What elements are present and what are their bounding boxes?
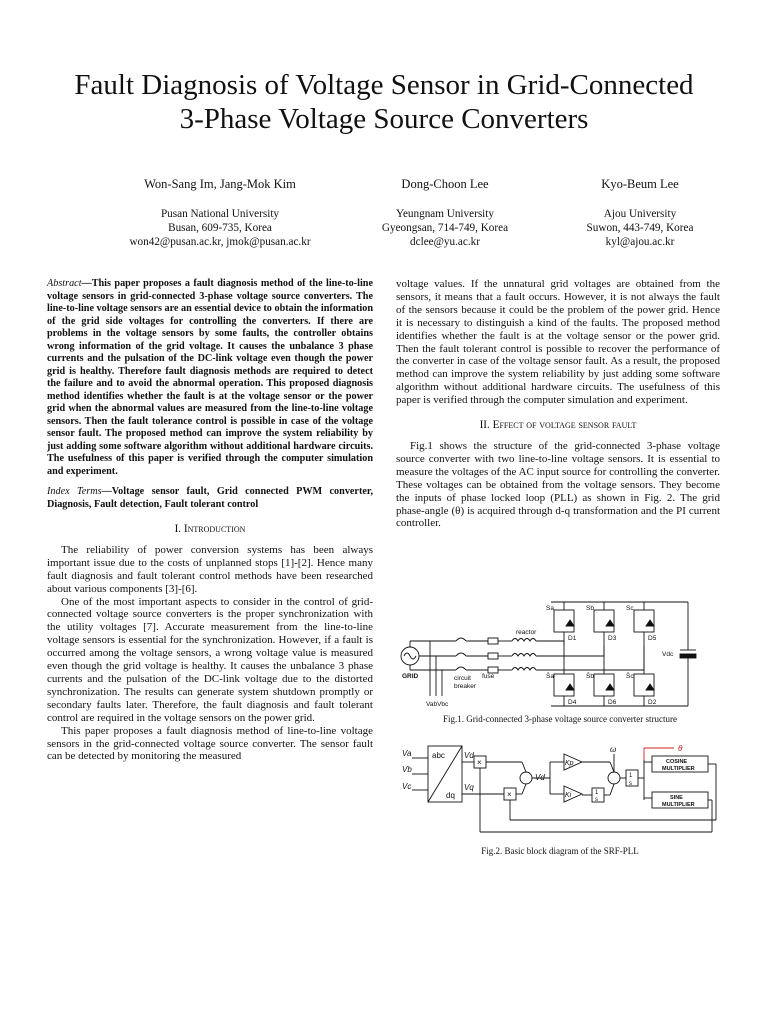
abstract [47, 278, 373, 478]
diode-d4-label: D4 [568, 699, 577, 706]
index-terms [47, 486, 373, 511]
mult-symbol: × [507, 790, 512, 799]
switch-legs [554, 602, 654, 706]
switch-sb-label: Sb [586, 605, 594, 612]
index-terms-label: Index Terms [47, 486, 102, 497]
theta-output-label: θ [678, 744, 683, 753]
dq-label: dq [446, 791, 455, 800]
breaker-label-1: circuit [454, 675, 471, 682]
vds-label: Vd [464, 751, 474, 760]
switch-sc-label: Sc [626, 605, 634, 612]
va-label: Va [402, 749, 412, 758]
author-3-affiliation [555, 207, 725, 249]
section-heading-introduction: I. Introduction [174, 523, 246, 535]
affiliation-address: Suwon, 443-749, Korea [586, 222, 694, 234]
title-line-2: 3-Phase Voltage Source Converters [179, 103, 589, 135]
switch-sc-bar-label: S̄c [626, 673, 634, 680]
intro-paragraph-2: One of the most important aspects to consider in the control of grid-connected voltage source converters is the proper synchronization with the utility voltages [7]. Accurate measurement from the line-to-line voltage sensors is essential for the synchronization. However, if a fault is occurred among the voltage sensors, a wrong voltage value is measured even though the grid voltage is healthy. It causes the unbalance 3 phase currents and the pulsation of the DC-link voltage due to the distorted synchronization. The results can generate system shutdown promptly or secondary faults later. Therefore, the fault diagnosis and fault tolerant control are required in the voltage sensors on the power grid. [47, 595, 373, 724]
figure-2-block-diagram [400, 740, 726, 840]
reactor-label: reactor [516, 629, 537, 636]
cosine-label: COSINE [666, 759, 688, 765]
author-1-affiliation [80, 207, 360, 249]
affiliation-address: Busan, 609-735, Korea [168, 222, 272, 234]
diode-d6-label: D6 [608, 699, 617, 706]
grid-label: GRID [402, 673, 419, 680]
right-column [396, 278, 720, 530]
vc-label: Vc [402, 782, 412, 791]
abstract-text: —This paper proposes a fault diagnosis method of the line-to-line voltage sensors in grid-connected 3-phase voltage source converters. The line-to-line voltage sensors are an essential device to obtain the information of the grid side voltages for controlling the converters. If there are problems in the voltage sensors by some faults, the controller obtains wrong information of the grid voltage. It causes the unbalance 3 phase currents and the pulsation of the DC-link voltage even though the power grid is healthy. Therefore fault diagnosis methods are required to detect the failure and to avoid the abnormal operation. This proposed diagnosis method identifies whether the fault is at the voltage sensor or the power grid when the abnormal values are measured from the line-to-line voltage sensors. Then the fault tolerance control is possible in case of the voltage sensor fault. The proposed method can improve the system reliability by just adding some software algorithm without additional hardware circuits. The usefulness of this paper is verified through the computer simulation and experiment. [47, 278, 373, 477]
switch-sa-label: Sa [546, 605, 554, 612]
vdc-label: Vdc [662, 651, 674, 658]
intro-paragraph-1: The reliability of power conversion systems has been always important issue due to the costs of unplanned stops [1]-[2]. Hence many fault diagnosis and fault tolerant control methods have been researched about various components [3]-[6]. [47, 543, 373, 595]
affiliation-name: Ajou University [603, 208, 677, 220]
author-email[interactable]: dclee@yu.ac.kr [410, 236, 480, 248]
abc-label: abc [432, 751, 445, 760]
fuse-label: fuse [482, 673, 495, 680]
author-1-name: Won-Sang Im, Jang-Mok Kim [144, 177, 296, 191]
vb-label: Vb [402, 765, 412, 774]
vqs-label: Vq [464, 783, 474, 792]
affiliation-name: Pusan National University [160, 208, 280, 220]
figure-1-circuit [396, 596, 724, 712]
author-email[interactable]: won42@pusan.ac.kr, jmok@pusan.ac.kr [129, 236, 311, 248]
affiliation-address: Gyeongsan, 714-749, Korea [381, 222, 509, 234]
figure-1-caption: Fig.1. Grid-connected 3-phase voltage source converter structure [443, 714, 677, 724]
diode-d1-label: D1 [568, 635, 577, 642]
index-terms-text: —Voltage sensor fault, Grid connected PWM converter, Diagnosis, Fault detection, Fault tolerant control [47, 486, 373, 510]
kp-label: Kp [565, 760, 574, 767]
reactor-inductors [512, 639, 536, 671]
sine-icon [404, 653, 416, 659]
vd-e-label: Vd [535, 773, 545, 782]
multiplier-label: MULTIPLIER [662, 766, 695, 772]
integrator-num: 1 [595, 790, 599, 796]
intro-paragraph-3: This paper proposes a fault diagnosis method of line-to-line voltage sensors in the grid-connected voltage source converter. The sensor fault can be detected by monitoring the measured [47, 724, 373, 763]
diode-d2-label: D2 [648, 699, 657, 706]
author-email[interactable]: kyl@ajou.ac.kr [605, 236, 675, 248]
integrator-num: 1 [629, 773, 633, 779]
breaker-label-2: breaker [454, 683, 477, 690]
author-3-name: Kyo-Beum Lee [601, 177, 679, 191]
multiplier-label: MULTIPLIER [662, 802, 695, 808]
paper-title [20, 68, 748, 136]
switch-sa-bar-label: S̄a [546, 673, 554, 680]
sine-label: SINE [670, 795, 683, 801]
section-heading-effect: II. Effect of voltage sensor fault [479, 419, 637, 432]
circuit-breaker [456, 638, 466, 670]
summing-junction-1 [520, 772, 532, 784]
abstract-label: Abstract [47, 278, 82, 289]
integrator-den: s [629, 781, 632, 787]
author-2-name: Dong-Choon Lee [401, 177, 489, 191]
diode-d5-label: D5 [648, 635, 657, 642]
figure-2-caption: Fig.2. Basic block diagram of the SRF-PLL [481, 846, 639, 856]
mult-symbol: × [477, 758, 482, 767]
integrator-den: s [595, 797, 598, 803]
left-column [47, 278, 373, 763]
continued-paragraph: voltage values. If the unnatural grid voltages are obtained from the sensors, it means that a fault occurs. However, it is not always the fault of the sensors because it could be the problem of the power grid. Hence it is necessary to distinguish a kind of the faults. The proposed method identifies whether the fault is at the voltage sensor or the power grid. Then the fault tolerant control is possible to recover the performance of the converter in case of the voltage sensor fault. As a result, the proposed method can improve the system reliability by just adding some software algorithm without additional hardware circuits. The usefulness of this paper is verified through the computer simulation and experiment. [396, 278, 720, 407]
switch-sb-bar-label: S̄b [586, 673, 594, 680]
title-line-1: Fault Diagnosis of Voltage Sensor in Grid-Connected [74, 69, 694, 101]
omega-label: ω [610, 745, 617, 754]
fig1-description-paragraph: Fig.1 shows the structure of the grid-connected 3-phase voltage source converter with two line-to-line voltage sensors. It is essential to measure the voltages of the AC input source for controlling the converter. These voltages can be obtained from the voltage sensors. They become the inputs of phase locked loop (PLL) as shown in Fig. 2. The grid phase-angle (θ) is acquired through d-q transformation and the PI current controller. [396, 439, 720, 530]
affiliation-name: Yeungnam University [396, 208, 494, 220]
diode-d3-label: D3 [608, 635, 617, 642]
author-2-affiliation [360, 207, 530, 249]
sensor-label: VabVbc [426, 701, 449, 708]
summing-junction-2 [608, 772, 620, 784]
ki-label: Ki [565, 792, 572, 799]
